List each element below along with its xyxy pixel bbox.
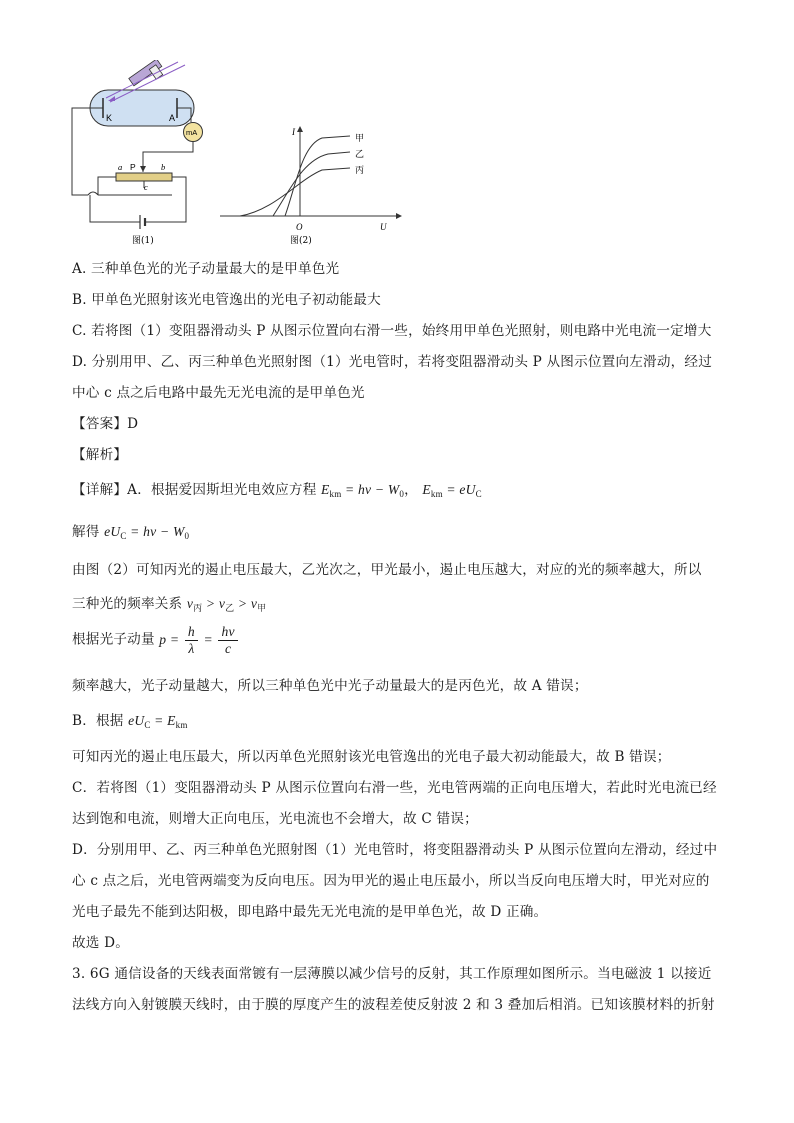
curve-label-yi: 乙: [355, 150, 365, 160]
curve-jia: [285, 136, 350, 216]
curve-label-jia: 甲: [355, 134, 365, 144]
b-equation: $eU_C = E_{km}$: [128, 713, 188, 730]
figure-2-caption: 图(2): [290, 236, 312, 246]
detail-line-6: 频率越大，光子动量越大，所以三种单色光中光子动量最大的是丙色光，故 A 错误；: [72, 678, 588, 694]
detail-line-11: D．分别用甲、乙、丙三种单色光照射图（1）光电管时，将变阻器滑动头 P 从图示位置向左滑动，经过中: [72, 842, 718, 858]
detail-line-12: 心 c 点之后，光电管两端变为反向电压。因为甲光的遏止电压最小，所以当反向电压增大时，甲光对应的: [72, 873, 710, 889]
detail-line-3: 由图（2）可知丙光的遏止电压最大，乙光次之，甲光最小，遏止电压越大，对应的光的频率越大，所以: [72, 562, 702, 578]
curve-label-bing: 丙: [355, 166, 365, 176]
label-b: b: [161, 162, 166, 172]
frequency-relation: $\nu_丙 > \nu_乙 > \nu_甲$: [186, 596, 267, 613]
detail-line-1-text: 【详解】A．根据爱因斯坦光电效应方程: [72, 482, 322, 498]
detail-line-9: C．若将图（1）变阻器滑动头 P 从图示位置向右滑一些，光电管两端的正向电压增大，若此时光电流已经: [72, 780, 717, 796]
axis-label-U: U: [380, 222, 387, 232]
momentum-formula: p = $\frac{h}{\lambda}$ = $\frac{h\nu}{c}$: [159, 632, 239, 647]
question-3-line-1: 3. 6G 通信设备的天线表面常镀有一层薄膜以减少信号的反射，其工作原理如图所示。当电磁波 1 以接近: [72, 966, 712, 982]
axis-label-I: I: [292, 127, 295, 137]
physics-figures: [60, 60, 420, 252]
option-b: B. 甲单色光照射该光电管逸出的光电子初动能最大: [72, 292, 381, 308]
label-c: c: [144, 182, 148, 192]
detail-line-5-text: 根据光子动量: [72, 631, 160, 648]
detail-line-7: [72, 709, 188, 730]
detail-line-1: 【详解】A．根据爱因斯坦光电效应方程 $E_{km} = h\nu - W_0$， $E_{km} = eU_C$: [72, 482, 482, 499]
detail-line-7-text: B．根据: [72, 713, 129, 729]
detail-line-4: [72, 592, 266, 614]
curve-yi: [273, 152, 350, 216]
figure-1-circuit: [72, 60, 203, 246]
einstein-equation: $E_{km} = h\nu - W_0$: [321, 482, 405, 499]
origin-label: O: [296, 222, 303, 232]
solved-equation: $eU_C = h\nu - W_0$: [104, 524, 190, 541]
label-P: P: [130, 162, 136, 172]
question-3-line-2: 法线方向入射镀膜天线时，由于膜的厚度产生的波程差使反射波 2 和 3 叠加后相消。已知该膜材料的折射: [72, 997, 715, 1013]
rheostat: [116, 173, 172, 181]
analysis-header: 【解析】: [72, 447, 128, 463]
figure-2-iu-graph: [220, 126, 402, 246]
figure-1-caption: 图(1): [132, 236, 154, 246]
curve-bing: [240, 168, 350, 216]
option-d-line-1: D. 分别用甲、乙、丙三种单色光照射图（1）光电管时，若将变阻器滑动头 P 从图示位置向左滑动，经过: [72, 354, 713, 370]
answer: 【答案】D: [72, 416, 139, 432]
detail-line-5: [72, 624, 240, 657]
detail-line-13: 光电子最先不能到达阳极，即电路中最先无光电流的是甲单色光，故 D 正确。: [72, 904, 548, 920]
label-K: K: [106, 113, 113, 123]
detail-line-10: 达到饱和电流，则增大正向电压，光电流也不会增大，故 C 错误；: [72, 811, 478, 827]
detail-line-2: [72, 520, 189, 541]
label-mA: mA: [186, 128, 198, 137]
detail-line-2-text: 解得: [72, 524, 105, 540]
option-d-line-2: 中心 c 点之后电路中最先无光电流的是甲单色光: [72, 385, 365, 401]
stopping-voltage-equation: $E_{km} = eU_C$: [422, 482, 482, 499]
detail-line-8: 可知丙光的遏止电压最大，所以丙单色光照射该光电管逸出的光电子最大初动能最大，故 B 错误；: [72, 749, 671, 765]
label-A: A: [169, 113, 176, 123]
option-a: A. 三种单色光的光子动量最大的是甲单色光: [72, 261, 340, 277]
detail-line-4-text: 三种光的频率关系: [72, 596, 187, 612]
detail-line-14: 故选 D。: [72, 935, 130, 951]
option-c: C. 若将图（1）变阻器滑动头 P 从图示位置向右滑一些，始终用甲单色光照射，则电路中光电流一定增大: [72, 323, 712, 339]
label-a: a: [118, 162, 123, 172]
